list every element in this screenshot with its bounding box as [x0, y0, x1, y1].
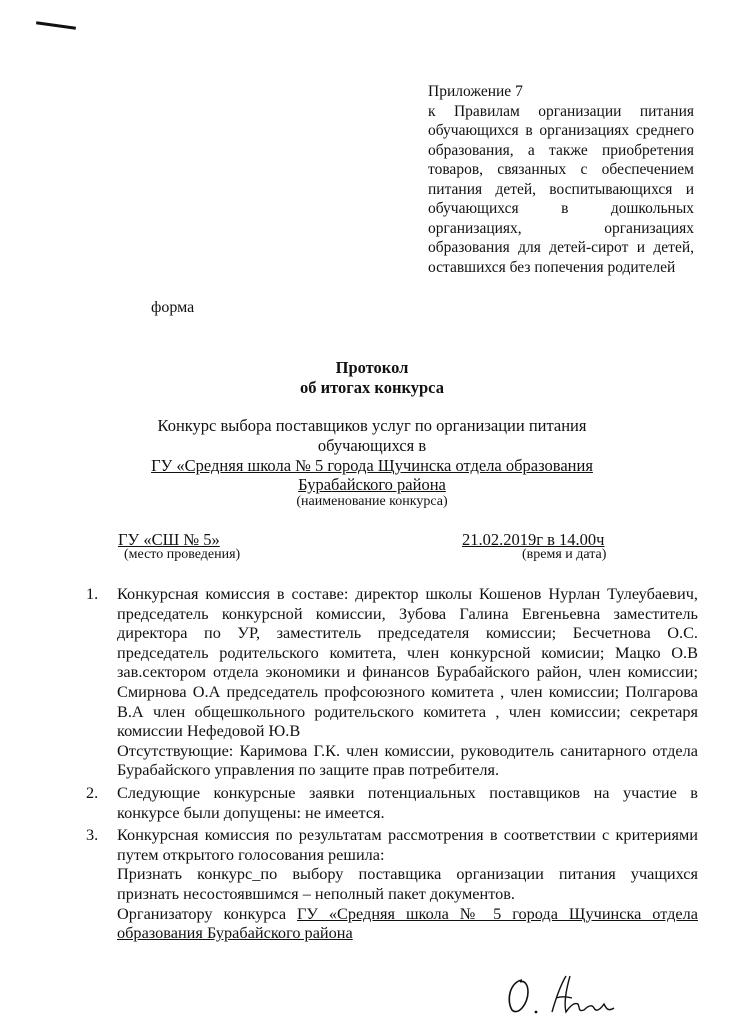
- competition-org-line2: Бурабайского района: [298, 475, 446, 494]
- item-text: Конкурсная комиссия в составе: директор школы Кошенов Нурлан Тулеубаевич, председатель конкурсной комиссии, Зубова Галина Евгеньевна заместитель директора по УР, заместитель председателя комиссии; Бесчетнова О.С. председатель родительского комитета, член конкурсной комисии; Мацко О.В зав.сектором отдела экономики и финансов Бурабайского район, член комиссии; Смирнова О.А председатель профсоюзного комитета , член комиссии; Полгарова В.А член общешкольного родительского комитета , член комиссии; секретаря комиссии Нефедовой Ю.В: [117, 584, 698, 741]
- organizer-prefix: Организатору конкурса: [117, 903, 297, 923]
- protocol-item-2: [86, 783, 698, 822]
- handwritten-signature: [500, 968, 640, 1018]
- item-number: 3.: [86, 825, 99, 845]
- protocol-item-3: [86, 825, 698, 943]
- item-text: Следующие конкурсные заявки потенциальных поставщиков на участие в конкурсе были допущены: не имеется.: [117, 782, 698, 822]
- appendix-title: Приложение 7: [428, 83, 523, 100]
- meeting-datetime: 21.02.2019г в 14.00ч: [462, 530, 605, 549]
- competition-line1: Конкурс выбора поставщиков услуг по организации питания: [157, 416, 587, 435]
- protocol-subtitle: об итогах конкурса: [300, 378, 444, 397]
- form-label: форма: [151, 299, 195, 316]
- item-organizer: [117, 904, 698, 943]
- item-number: 1.: [86, 584, 99, 603]
- meeting-place: ГУ «СШ № 5»: [118, 530, 220, 549]
- item-text: Конкурсная комиссия по результатам рассмотрения в соответствии с критериями путем открытого голосования решила:: [117, 825, 698, 864]
- meeting-datetime-caption: (время и дата): [522, 547, 607, 562]
- protocol-items: [86, 584, 698, 943]
- item-number: 2.: [86, 782, 99, 802]
- protocol-item-1: [86, 584, 698, 780]
- meeting-place-caption: (место проведения): [124, 547, 241, 562]
- appendix-text: к Правилам организации питания обучающихся в организациях среднего образования, а также приобретения товаров, связанных с обеспечением питания детей, воспитывающихся и обучающихся в дошкольных организациях, организациях образования для детей-сирот и детей, оставшихся без попечения родителей: [428, 102, 694, 276]
- scan-mark: [36, 21, 76, 30]
- organizer-name: ГУ «Средняя школа № 5 города Щучинска отдела образования Бурабайского района: [117, 903, 698, 943]
- item-absent: Отсутствующие: Каримова Г.К. член комиссии, руководитель санитарного отдела Бурабайского управления по защите прав потребителя.: [117, 740, 698, 780]
- competition-org-line1: ГУ «Средняя школа № 5 города Щучинска отдела образования: [151, 456, 593, 475]
- item-decision: Признать конкурс_по выбору поставщика организации питания учащихся признать несостоявшимся – неполный пакет документов.: [117, 864, 698, 903]
- competition-caption: (наименование конкурса): [296, 494, 448, 509]
- appendix-block: [428, 82, 694, 277]
- competition-line2: обучающихся в: [317, 436, 427, 455]
- protocol-title: Протокол: [335, 358, 409, 377]
